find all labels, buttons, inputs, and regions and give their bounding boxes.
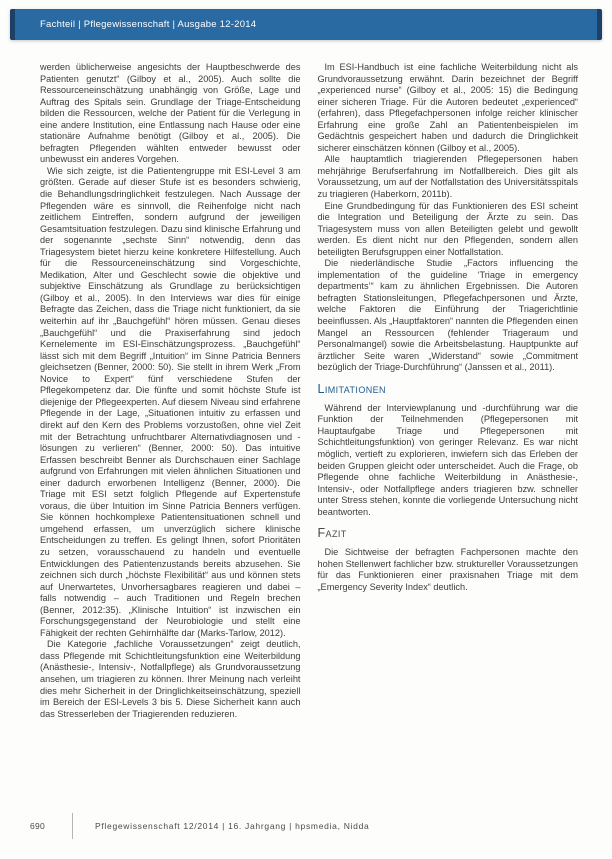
footer	[30, 813, 369, 839]
paragraph: Während der Interviewplanung und -durchführung war die Funktion der Teilnehmenden (Pflegepersonen mit Hauptaufgabe Triage und Pflegepersonen mit Schichtleitungsfunktion) von geringer Relevanz. Es war nicht möglich, vertieft zu explorieren, inwiefern sich das Erleben der beiden Gruppen gleicht oder unterscheidet. Auch die Frage, ob Pflegende ohne fachliche Weiterbildung in Anästhesie-, Intensiv-, oder Notfallpflege anders triagieren bzw. schneller unter Stress stehen, konnte die vorliegende Untersuchung nicht beantworten.	[317, 402, 578, 517]
section-heading-fazit: Fazit	[317, 526, 347, 541]
paragraph: Die Kategorie „fachliche Voraussetzungen“ zeigt deutlich, dass Pflegende mit Schichtleitungsfunktion eine Weiterbildung (Anästhesie-, Intensiv-, Notfallpflege) als Grundvoraussetzung ansehen, um triagieren zu können. Ihrer Meinung nach verleiht dies mehr Sicherheit in der Dringlichkeitseinschätzung, speziell im Bereich der ESI-Levels 3 bis 5. Diese Sicherheit kann auch das Stresserleben der Triagierenden reduzieren.	[40, 639, 301, 719]
paragraph: Die niederländische Studie „Factors influencing the implementation of the guideline ‘Triage in emergency departments’“ kam zu ähnlichen Ergebnissen. Die Autoren befragten Stationsleitungen, Pflegefachpersonen und Ärzte, welche Faktoren die Einführung der Triagerichtlinie beeinflussen. Als „Hauptfaktoren“ nannten die Pflegenden einen Mangel an Ressourcen (fehlender Triageraum und Personalmangel) sowie die Arbeitsbelastung. Hauptpunkte auf ärztlicher Seite waren „Widerstand“ sowie „Commitment bezüglich der Triage-Durchführung“ (Janssen et al., 2011).	[317, 258, 578, 373]
paragraph: werden üblicherweise angesichts der Hauptbeschwerde des Patienten genutzt“ (Gilboy et al., 2005). Auch sollte die Ressourceneinschätzung unabhängig von Größe, Lage und Auftrag des Spitals sein. Grundlage der Triage-Entscheidung bilden die Ressourcen, welche der Patient für die Verlegung in eine andere Institution, eine Entlassung nach Hause oder eine stationäre Aufnahme benötigt (Gilboy et al., 2005). Die befragten Pflegenden wählten entweder bewusst oder unbewusst ein anderes Vorgehen.	[40, 62, 301, 165]
right-column	[318, 62, 579, 720]
header-bar	[10, 9, 602, 40]
footer-imprint: Pflegewissenschaft 12/2014 | 16. Jahrgang | hpsmedia, Nidda	[95, 821, 370, 831]
header-title: Fachteil | Pflegewissenschaft | Ausgabe 12-2014	[40, 19, 257, 30]
paragraph: Alle hauptamtlich triagierenden Pflegepersonen haben mehrjährige Berufserfahrung im Notfallbereich. Dies gilt als Voraussetzung, um auf der Notfallstation des Universitätsspitals zu triagieren (Haberkorn, 2011b).	[317, 154, 578, 200]
paragraph: Eine Grundbedingung für das Funktionieren des ESI scheint die Integration und Beteiligung der Ärzte zu sein. Das Triagesystem muss von allen Beteiligten gelebt und gewollt werden. Es dient nicht nur den Pflegenden, sondern allen beteiligten Berufsgruppen einer Notfallstation.	[317, 200, 578, 257]
footer-divider	[72, 813, 73, 839]
article-body	[40, 62, 578, 720]
page-number: 690	[30, 821, 46, 831]
paragraph: Die Sichtweise der befragten Fachpersonen machte den hohen Stellenwert fachlicher bzw. struktureller Voraussetzungen für das Funktionieren einer praxisnahen Triage mit dem „Emergency Severity Index“ deutlich.	[317, 547, 578, 592]
section-heading-limitationen: Limitationen	[317, 381, 386, 396]
left-column	[40, 62, 301, 720]
paragraph: Im ESI-Handbuch ist eine fachliche Weiterbildung nicht als Grundvoraussetzung erwähnt. Darin bezeichnet der Begriff „experienced nurse“ (Gilboy et al., 2005: 15) die Bedingung einer sicheren Triage. Für die Autoren bedeutet „experienced“ (erfahren), dass Pflegefachpersonen infolge reicher klinischer Erfahrung eine große Zahl an Patientenbeispielen im Gedächtnis gespeichert haben und dadurch die Dringlichkeit sicherer einschätzen können (Gilboy et al., 2005).	[317, 62, 578, 153]
paragraph: Wie sich zeigte, ist die Patientengruppe mit ESI-Level 3 am größten. Gerade auf dieser Stufe ist es besonders schwierig, die Behandlungsdringlichkeit festzulegen. Nach Aussage der Pflegenden wäre es sinnvoll, die Reihenfolge nicht nach zeitlichem Eintreffen, sondern aufgrund der jeweiligen Gesamtsituation festzulegen. Dazu sind klinische Erfahrung und der sogenannte „sechste Sinn“ notwendig, denn das Triagesystem bietet hierzu keine konkretere Hilfestellung. Auch für die Ressourceneinschätzung sind Vorgeschichte, Medikation, Alter und Geschlecht sowie die objektive und subjektive Einschätzung als Grundlage zu berücksichtigen (Gilboy et al., 2005). In den Interviews war dies für einige Befragte das Zeichen, dass die Triage nicht funktioniert, da sie weiterhin auf ihr „Bauchgefühl“ hören müssen. Genau dieses „Bauchgefühl“ und die Praxiserfahrung sind jedoch Kernelemente im ESI-Einschätzungsprozess. „Bauchgefühl“ lässt sich mit dem Begriff „Intuition“ im Sinne Patricia Benners gleichsetzen (Benner, 2000: 50). Sie stellt in ihrem Werk „From Novice to Expert“ fünf verschiedene Stufen der Pflegekompetenz dar. Die fünfte und somit höchste Stufe ist diejenige der Pflegeexperten. Auf diesem Niveau sind erfahrene Pflegende in der Lage, „Situationen intuitiv zu erfassen und direkt auf den Kern des Problems vorzustoßen, ohne viel Zeit mit der Betrachtung unfruchtbarer Alternativdiagnosen und -lösungen zu verlieren“ (Benner, 2000: 50). Das intuitive Erfassen beschreibt Benner als Durchschauen einer Sachlage aufgrund von Erfahrungen mit vielen ähnlichen Situationen und einer dadurch erworbenen Intelligenz (Benner, 2000). Die Triage mit ESI setzt folglich Pflegende auf Expertenstufe voraus, die über Intuition im Sinne Patricia Benners verfügen. Sie können hochkomplexe Patientensituationen schnell und umgehend erfassen, um unverzüglich sichere klinische Entscheidungen zu treffen. Es gelingt Ihnen, sofort Prioritäten zu setzen, vorausschauend zu handeln und eventuelle Entwicklungen des Patientenzustands bereits abzusehen. Sie zeichnen sich durch „höchste Flexibilität“ aus und können stets auf Unerwartetes, Unvorhersagbares reagieren und dabei – falls notwendig – auch Traditionen und Regeln brechen (Benner, 2012:35). „Klinische Intuition“ ist inzwischen ein Forschungsgegenstand der Neurobiologie und stellt eine Fähigkeit der rechten Gehirnhälfte dar (Marks-Tarlow, 2012).	[40, 165, 301, 638]
